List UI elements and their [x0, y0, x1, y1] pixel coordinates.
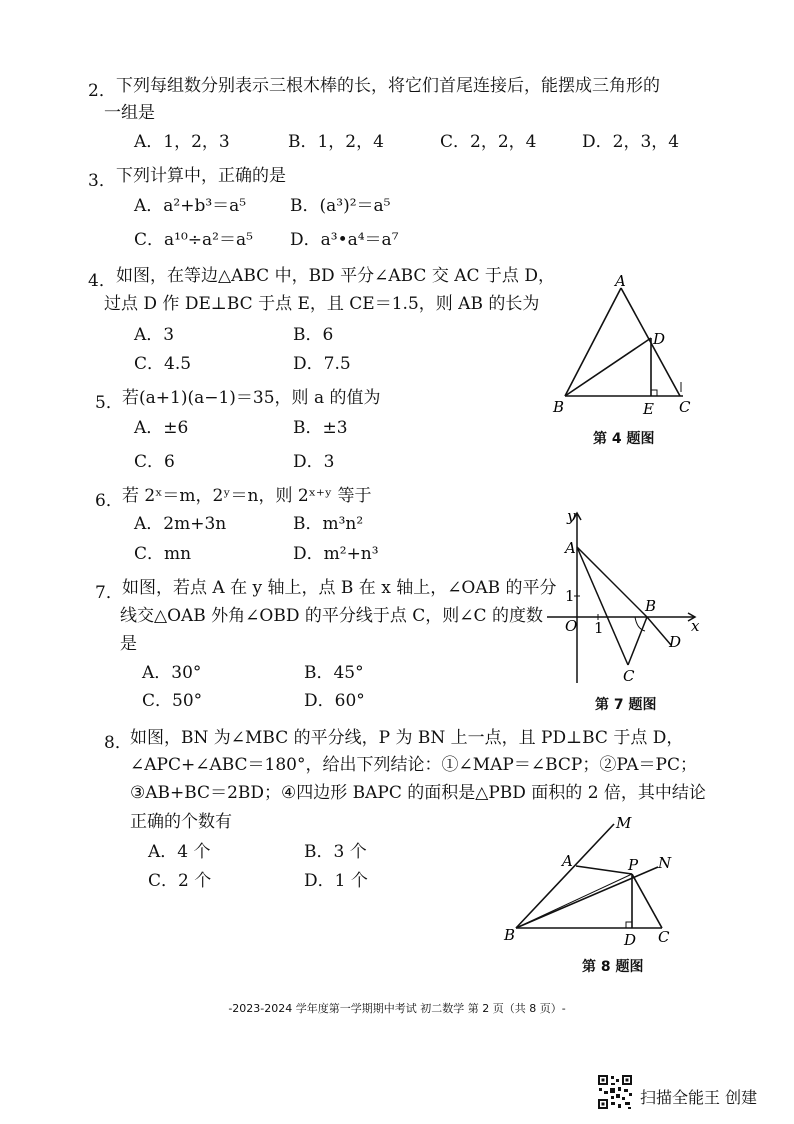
fig8-ray-bm: [516, 824, 614, 928]
q6-option-b: B．m³n²: [293, 514, 364, 534]
q6-number: 6．: [95, 491, 123, 511]
fig4-label-d: D: [653, 330, 666, 348]
q5-option-c: C．6: [134, 452, 175, 472]
fig8-label-c: C: [658, 928, 670, 946]
fig7-label-x: x: [691, 617, 700, 635]
q8-number: 8．: [104, 733, 132, 753]
figure-7-diagram: [545, 505, 715, 690]
fig4-segment-bd: [565, 338, 651, 396]
q8-stem-line2: ∠APC+∠ABC＝180°，给出下列结论：①∠MAP＝∠BCP；②PA＝PC；: [130, 755, 697, 775]
fig8-segment-ap: [576, 866, 632, 874]
q2-stem-line2: 一组是: [104, 103, 155, 123]
figure-8-diagram: [500, 812, 690, 952]
q4-option-a: A．3: [134, 325, 175, 345]
q8-stem-line4: 正确的个数有: [130, 812, 232, 832]
q4-option-d: D．7.5: [293, 354, 351, 374]
q2-option-c: C．2，2，4: [440, 132, 537, 152]
q7-option-c: C．50°: [142, 691, 203, 711]
fig4-label-b: B: [553, 398, 565, 416]
fig7-label-a: A: [565, 539, 576, 557]
q3-option-d: D．a³•a⁴＝a⁷: [290, 230, 399, 250]
q6-option-d: D．m²+n³: [293, 544, 379, 564]
fig4-label-c: C: [679, 398, 691, 416]
q7-option-b: B．45°: [304, 663, 364, 683]
fig8-right-angle-mark: [626, 922, 632, 928]
figure-7-caption: 第 7 题图: [595, 697, 657, 713]
q7-stem-line1: 如图，若点 A 在 y 轴上，点 B 在 x 轴上，∠OAB 的平分: [122, 578, 557, 598]
fig8-segment-bp-diag: [516, 874, 632, 928]
fig8-segment-pc: [632, 874, 662, 928]
q4-option-b: B．6: [293, 325, 334, 345]
fig7-label-c: C: [623, 667, 635, 685]
q8-option-d: D．1 个: [304, 871, 368, 891]
q8-stem-line1: 如图，BN 为∠MBC 的平分线，P 为 BN 上一点，且 PD⊥BC 于点 D，: [130, 728, 684, 748]
q8-option-b: B．3 个: [304, 842, 367, 862]
q4-option-c: C．4.5: [134, 354, 192, 374]
fig7-label-d: D: [669, 633, 682, 651]
fig8-label-a: A: [562, 852, 573, 870]
q2-number: 2．: [88, 81, 116, 101]
q8-stem-line3: ③AB+BC＝2BD；④四边形 BAPC 的面积是△PBD 面积的 2 倍，其中结论: [130, 783, 706, 803]
fig8-label-n: N: [658, 854, 672, 872]
fig7-segment-ab: [577, 547, 647, 617]
fig7-label-one-x: 1: [594, 619, 604, 637]
fig7-label-b: B: [645, 597, 657, 615]
fig8-ray-bn: [516, 867, 658, 928]
q5-number: 5．: [95, 393, 123, 413]
q7-stem-line2: 线交△OAB 外角∠OBD 的平分线于点 C，则∠C 的度数: [120, 606, 543, 626]
q2-option-d: D．2，3，4: [582, 132, 680, 152]
fig4-right-angle-mark: [651, 390, 657, 396]
q7-option-d: D．60°: [304, 691, 365, 711]
fig7-label-o: O: [565, 617, 578, 635]
scanner-watermark: 扫描全能王 创建: [640, 1088, 758, 1107]
fig4-label-e: E: [643, 400, 654, 418]
q6-option-c: C．mn: [134, 544, 192, 564]
fig8-label-m: M: [616, 814, 632, 832]
q7-stem-line3: 是: [120, 634, 137, 654]
fig8-label-d: D: [624, 931, 637, 949]
q3-option-a: A．a²+b³＝a⁵: [134, 196, 247, 216]
q3-number: 3．: [88, 171, 116, 191]
q4-stem-line1: 如图，在等边△ABC 中，BD 平分∠ABC 交 AC 于点 D，: [116, 266, 555, 286]
fig7-ray-bd: [647, 617, 671, 645]
q8-option-a: A．4 个: [148, 842, 211, 862]
fig8-label-p: P: [628, 856, 639, 874]
q6-stem: 若 2ˣ＝m，2ʸ＝n，则 2ˣ⁺ʸ 等于: [122, 486, 372, 506]
fig7-label-y: y: [567, 507, 576, 525]
q4-stem-line2: 过点 D 作 DE⊥BC 于点 E，且 CE＝1.5，则 AB 的长为: [104, 294, 540, 314]
fig8-label-b: B: [504, 926, 516, 944]
q4-number: 4．: [88, 271, 116, 291]
q5-stem: 若(a+1)(a−1)＝35，则 a 的值为: [122, 388, 381, 408]
q8-option-c: C．2 个: [148, 871, 212, 891]
fig4-side-ab: [565, 288, 621, 396]
figure-4-caption: 第 4 题图: [593, 431, 655, 447]
fig7-segment-ac: [577, 547, 628, 665]
q5-option-a: A．±6: [134, 418, 189, 438]
q7-option-a: A．30°: [142, 663, 202, 683]
fig7-label-one-y: 1: [565, 587, 575, 605]
q3-option-c: C．a¹⁰÷a²＝a⁵: [134, 230, 253, 250]
q6-option-a: A．2m+3n: [134, 514, 227, 534]
q2-option-b: B．1，2，4: [288, 132, 384, 152]
qr-code-icon: [597, 1074, 633, 1110]
page-footer: -2023-2024 学年度第一学期期中考试 初二数学 第 2 页（共 8 页）-: [228, 1002, 566, 1015]
q3-option-b: B．(a³)²＝a⁵: [290, 196, 391, 216]
figure-8-caption: 第 8 题图: [582, 959, 644, 975]
q5-option-b: B．±3: [293, 418, 348, 438]
figure-4-diagram: [545, 270, 705, 420]
fig4-label-a: A: [615, 272, 626, 290]
q2-stem-line1: 下列每组数分别表示三根木棒的长，将它们首尾连接后，能摆成三角形的: [116, 76, 660, 96]
q5-option-d: D．3: [293, 452, 335, 472]
q2-option-a: A．1，2，3: [134, 132, 230, 152]
q7-number: 7．: [95, 583, 123, 603]
q3-stem: 下列计算中，正确的是: [116, 166, 286, 186]
